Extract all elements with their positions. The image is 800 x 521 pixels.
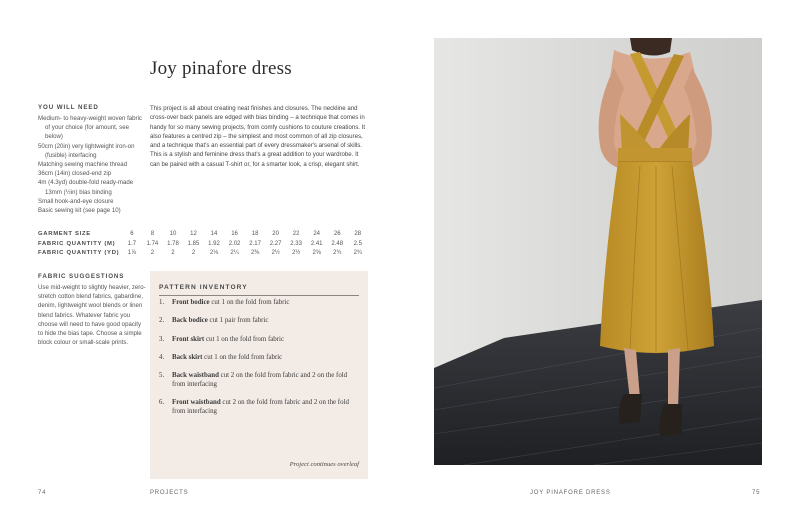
table-cell: 16: [231, 231, 238, 237]
continues-note: Project continues overleaf: [289, 461, 359, 468]
page-title: Joy pinafore dress: [150, 58, 292, 79]
table-row: [38, 240, 368, 250]
piece-detail: cut 2 on the fold from fabric and 2 on the fold from interfacing: [172, 399, 349, 416]
table-row: [38, 249, 368, 259]
table-cell: 28: [354, 231, 362, 237]
list-item: Small hook-and-eye closure: [38, 197, 114, 205]
page-number-right: 75: [752, 490, 761, 496]
table-cell: 6: [130, 231, 134, 237]
piece-name: Back waistband: [172, 372, 219, 380]
table-cell: 2: [171, 250, 175, 256]
you-will-need-heading: YOU WILL NEED: [38, 104, 99, 111]
piece-detail: cut 1 pair from fabric: [207, 317, 269, 325]
dress-photo: [434, 38, 762, 465]
table-cell: 2.33: [290, 240, 302, 247]
list-item: Medium- to heavy-weight woven fabric of your choice (for amount, see below): [38, 115, 142, 141]
row-label: FABRIC QUANTITY (YD): [38, 250, 120, 256]
table-cell: 2.02: [228, 240, 241, 247]
piece-name: Front bodice: [172, 299, 210, 306]
table-cell: 1.74: [146, 240, 159, 247]
table-row: [38, 230, 368, 240]
table-cell: 8: [150, 231, 155, 237]
list-item: [159, 317, 359, 326]
table-cell: 2¾: [333, 250, 342, 256]
piece-detail: cut 2 on the fold from fabric and 2 on the fold from interfacing: [172, 372, 348, 388]
list-item: [159, 336, 359, 345]
list-item: 4m (4.3yd) double-fold ready-made 13mm (½in) bias binding: [38, 179, 134, 196]
list-item: [159, 299, 359, 308]
fabric-suggestions-section: [38, 273, 146, 347]
list-item: Basic sewing kit (see page 10): [38, 207, 121, 215]
table-cell: 22: [292, 231, 300, 237]
table-cell: 1.7: [127, 240, 137, 247]
table-cell: 2¼: [230, 250, 239, 256]
piece-name: Back bodice: [172, 317, 208, 325]
item-number: 3.: [159, 335, 165, 343]
table-cell: 24: [313, 231, 321, 237]
item-number: 1.: [159, 299, 165, 306]
list-item: Matching sewing machine thread: [38, 161, 128, 169]
item-number: 2.: [159, 317, 165, 325]
table-cell: 18: [251, 231, 259, 237]
table-cell: 12: [190, 231, 197, 237]
item-number: 5.: [159, 372, 165, 380]
table-cell: 1.85: [187, 240, 200, 247]
row-label: FABRIC QUANTITY (M): [38, 240, 116, 247]
divider: [159, 295, 359, 296]
intro-paragraph: This project is all about creating neat finishes and closures. The neckline and cross-over back panels are edged with bias binding – a technique that comes in handy for so many sewing projects, from comfy cushions to couture creations. It also features a centred zip – the simplest and most common of all zip closures, and a technique that's an essential part of every dressmaker's arsenal of skills. This is a stylish and feminine dress that's a great addition to your wardrobe. It can be paired with a casual T-shirt or, for a smarter look, a crisp, elegant shirt.: [150, 105, 366, 168]
table-cell: 2.41: [310, 240, 323, 247]
table-cell: 1⅞: [127, 250, 137, 256]
piece-detail: cut 1 on the fold from fabric: [204, 335, 285, 343]
table-cell: 2¾: [353, 250, 362, 256]
piece-detail: cut 1 on the fold from fabric: [202, 353, 283, 361]
pattern-inventory-heading: PATTERN INVENTORY: [159, 284, 248, 291]
row-label: GARMENT SIZE: [38, 231, 91, 237]
list-item: 50cm (20in) very lightweight iron-on (fusible) interfacing: [38, 142, 135, 159]
table-cell: 2.5: [353, 240, 362, 247]
table-cell: 2⅜: [250, 250, 260, 256]
page-number-left: 74: [38, 490, 47, 496]
you-will-need-section: [38, 104, 146, 215]
list-item: [159, 399, 359, 417]
table-cell: 2½: [291, 250, 301, 256]
table-cell: 2: [191, 250, 196, 256]
item-number: 4.: [159, 353, 165, 361]
piece-detail: cut 1 on the fold from fabric: [209, 299, 290, 306]
table-cell: 2.27: [269, 240, 282, 247]
table-cell: 10: [169, 231, 177, 237]
fabric-suggestions-text: Use mid-weight to slightly heavier, zero-stretch cotton blend fabrics, gabardine, denim, lightweight wool blends or linen blend fabrics. Whatever fabric you choose will need to have good opacity to hide the bias tape. Choose a simple block colour or small-scale prints.: [38, 284, 146, 347]
list-item: [159, 372, 359, 390]
table-cell: 1.92: [208, 240, 220, 247]
list-item: 36cm (14in) closed-end zip: [38, 170, 112, 178]
size-table: [38, 230, 368, 259]
pattern-inventory-list: [159, 299, 359, 426]
running-footer-left: PROJECTS: [150, 490, 189, 496]
table-cell: 2⅝: [312, 250, 321, 256]
list-item: [159, 354, 359, 363]
item-number: 6.: [159, 399, 165, 407]
fabric-suggestions-heading: FABRIC SUGGESTIONS: [38, 273, 125, 280]
table-cell: 14: [210, 231, 218, 237]
pattern-inventory-box: [150, 271, 368, 479]
table-cell: 2⅛: [209, 250, 219, 256]
piece-name: Front waistband: [172, 399, 221, 407]
piece-name: Front skirt: [172, 335, 205, 343]
table-cell: 2½: [271, 250, 280, 256]
piece-name: Back skirt: [172, 353, 203, 361]
table-cell: 2.17: [249, 240, 261, 247]
table-cell: 1.78: [167, 240, 179, 247]
table-cell: 2: [150, 250, 155, 256]
table-cell: 26: [333, 231, 341, 237]
table-cell: 20: [272, 231, 279, 237]
table-cell: 2.48: [331, 240, 344, 247]
you-will-need-list: [38, 114, 146, 215]
running-footer-right: JOY PINAFORE DRESS: [530, 490, 611, 496]
